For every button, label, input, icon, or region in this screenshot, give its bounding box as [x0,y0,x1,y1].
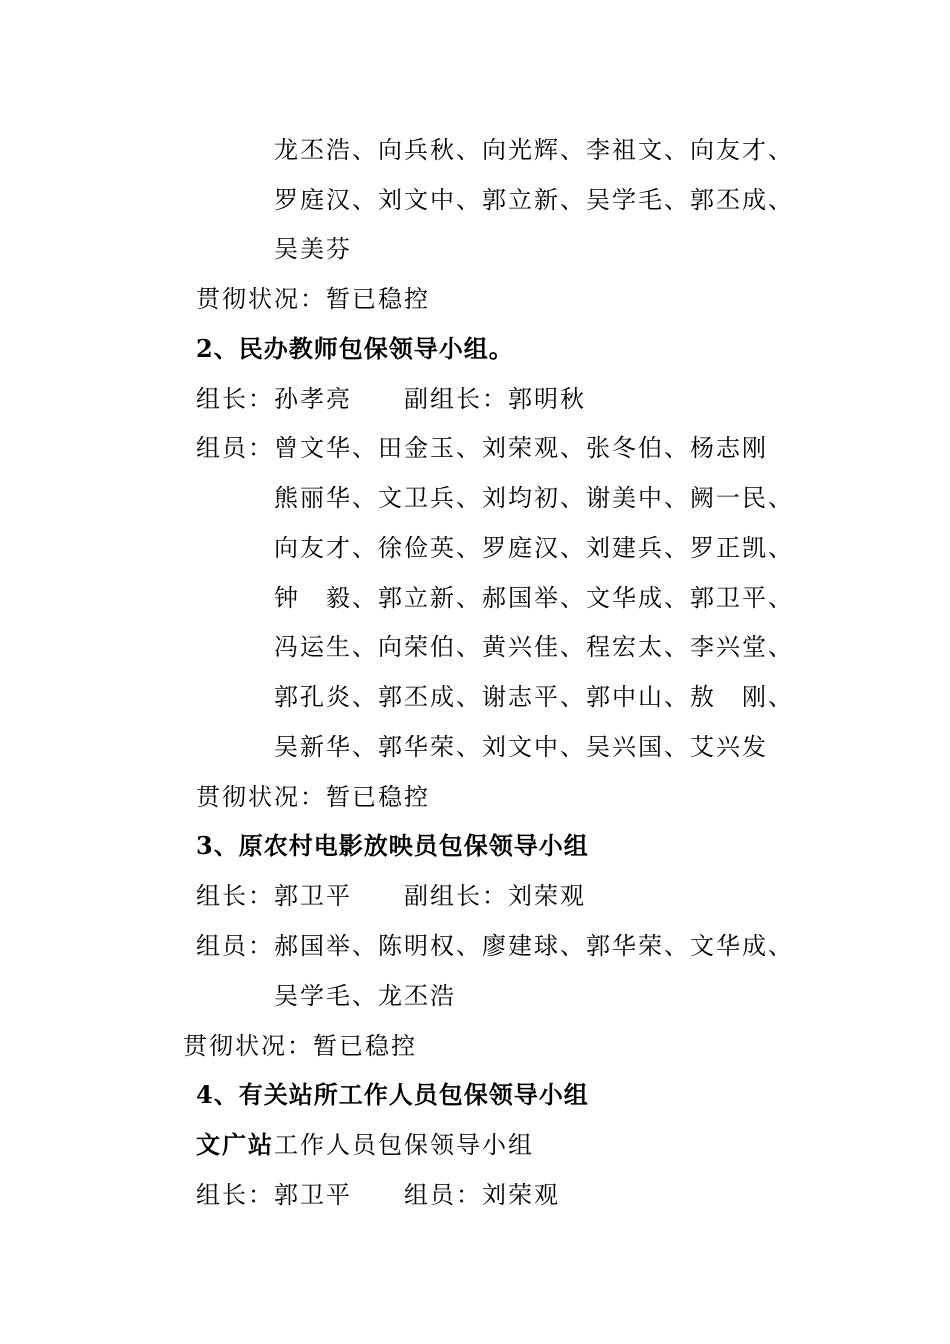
leader-name: 郭卫平 [274,1181,352,1209]
members-line: 龙丕浩、向兵秋、向光辉、李祖文、向友才、 [274,136,794,164]
leader-label: 组长： [196,882,274,910]
members-line: 冯运生、向荣伯、黄兴佳、程宏太、李兴堂、 [274,633,794,661]
status-line: 贯彻状况：暂已稳控 [196,783,430,811]
members-line: 罗庭汉、刘文中、郭立新、吴学毛、郭丕成、 [274,186,794,214]
members-line: 吴学毛、龙丕浩 [274,982,456,1010]
members-line: 郝国举、陈明权、廖建球、郭华荣、文华成、 [274,932,794,960]
leader-line [196,1180,560,1210]
deputy-name: 刘荣观 [508,882,586,910]
deputy-name: 郭明秋 [508,385,586,413]
members-line: 熊丽华、文卫兵、刘均初、谢美中、阙一民、 [274,484,794,512]
members-label: 组员： [196,932,274,960]
members-line: 曾文华、田金玉、刘荣观、张冬伯、杨志刚 [274,434,768,462]
members-line: 向友才、徐俭英、罗庭汉、刘建兵、罗正凯、 [274,534,794,562]
section-heading: 4、有关站所工作人员包保领导小组 [196,1080,589,1109]
members-label: 组员： [196,434,274,462]
members-line: 郭孔炎、郭丕成、谢志平、郭中山、敖 刚、 [274,683,794,711]
leader-name: 孙孝亮 [274,385,352,413]
leader-label: 组长： [196,385,274,413]
deputy-label: 副组长： [404,385,508,413]
leader-name: 郭卫平 [274,882,352,910]
member-name: 刘荣观 [482,1181,560,1209]
subgroup-title [196,1130,534,1160]
section-heading: 3、原农村电影放映员包保领导小组 [196,831,589,860]
subgroup-name: 文广站 [196,1130,274,1159]
deputy-label: 副组长： [404,882,508,910]
member-label: 组员： [404,1181,482,1209]
leader-line [196,881,586,911]
status-line: 贯彻状况：暂已稳控 [183,1032,417,1060]
status-line: 贯彻状况：暂已稳控 [196,285,430,313]
members-line: 钟 毅、郭立新、郝国举、文华成、郭卫平、 [274,584,794,612]
leader-line [196,384,586,414]
leader-label: 组长： [196,1181,274,1209]
members-line: 吴美芬 [274,235,352,263]
section-heading: 2、民办教师包保领导小组。 [196,334,514,363]
members-line: 吴新华、郭华荣、刘文中、吴兴国、艾兴发 [274,733,768,761]
subgroup-rest: 工作人员包保领导小组 [274,1131,534,1159]
